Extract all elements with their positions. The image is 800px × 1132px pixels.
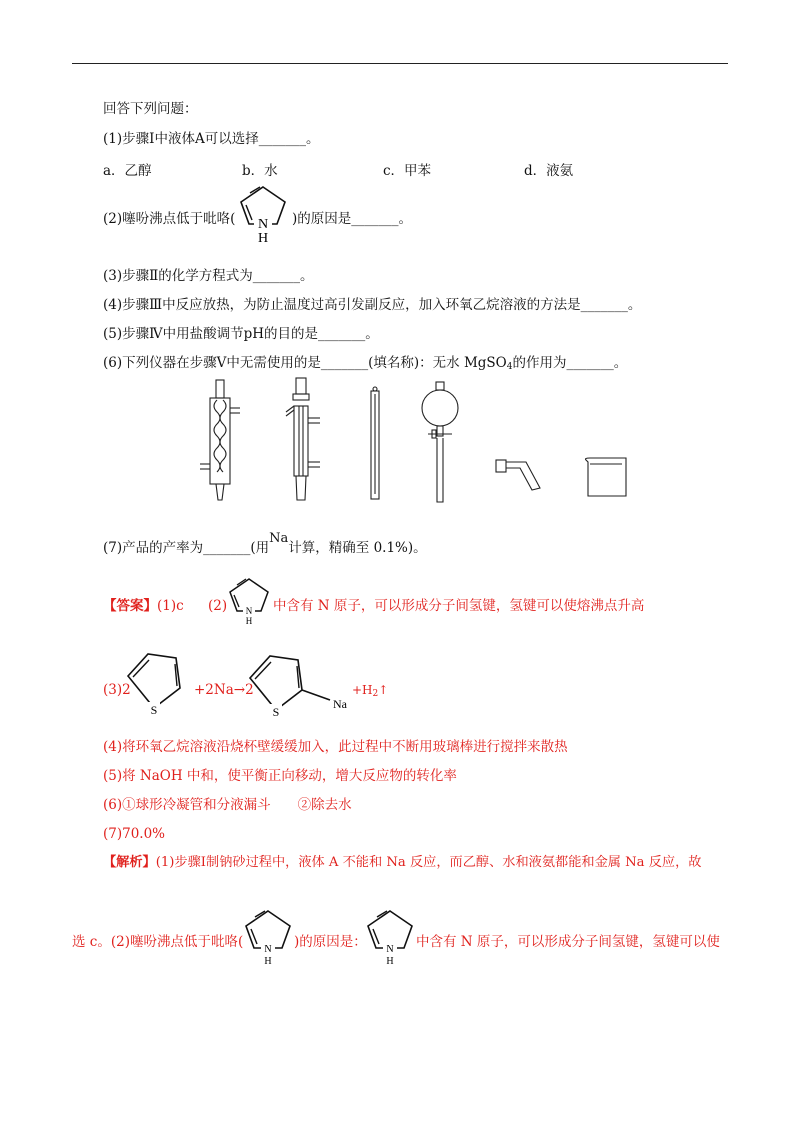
analysis-line-2a: 选 c。(2)噻吩沸点低于吡咯( [72, 934, 244, 950]
question-2-before: (2)噻吩沸点低于吡咯( [103, 211, 236, 227]
question-1: (1)步骤Ⅰ中液体A可以选择_______。 [103, 131, 320, 147]
answer-3-prefix: (3)2 [103, 682, 131, 698]
intro-text: 回答下列问题： [103, 101, 198, 117]
answer-7: (7)70.0% [103, 826, 166, 842]
question-2-after: )的原因是_______。 [292, 211, 413, 227]
bent-adapter-drawing [496, 460, 540, 490]
option-a: a．乙醇 [103, 163, 152, 179]
option-c: c．甲苯 [383, 163, 432, 179]
atom-na: Na [333, 697, 347, 711]
straight-condenser-drawing [286, 378, 320, 500]
answer-2-prefix: (2) [208, 598, 228, 614]
question-3: (3)步骤Ⅱ的化学方程式为_______。 [103, 268, 314, 284]
atom-s: S [272, 705, 280, 719]
analysis-line-1: 【解析】(1)步骤Ⅰ制钠砂过程中，液体 A 不能和 Na 反应，而乙醇、水和液氨都能和金属 Na 反应，故 [103, 855, 702, 870]
atom-h: H [245, 616, 253, 626]
answer-4: (4)将环氧乙烷溶液沿烧杯壁缓缓加入，此过程中不断用玻璃棒进行搅拌来散热 [103, 739, 568, 755]
analysis-line-2b: )的原因是： [294, 934, 367, 950]
answer-3-mid: +2Na→2 [194, 682, 254, 698]
analysis-pyrrole-structure-2 [362, 906, 418, 968]
pyrrole-structure [234, 182, 292, 244]
atom-h: H [386, 956, 394, 967]
analysis-line-2c: 中含有 N 原子，可以形成分子间氢键，氢键可以使 [416, 934, 720, 950]
answer-2-text: 中含有 N 原子，可以形成分子间氢键，氢键可以使熔沸点升高 [273, 598, 645, 614]
question-4: (4)步骤Ⅲ中反应放热，为防止温度过高引发副反应，加入环氧乙烷溶液的方法是_______。 [103, 297, 642, 313]
atom-n: N [264, 944, 272, 955]
bulb-condenser-drawing [200, 380, 240, 500]
atom-n: N [386, 944, 394, 955]
option-d: d．液氨 [524, 163, 574, 179]
question-6: (6)下列仪器在步骤Ⅴ中无需使用的是_______(填名称)：无水 MgSO$_4$的作用为_______。 [103, 355, 628, 372]
beaker-drawing [586, 458, 627, 496]
answer-line-1: 【答案】(1)c [103, 598, 184, 614]
thermometer-drawing [371, 387, 379, 499]
atom-h: H [264, 956, 272, 967]
atom-n: N [257, 217, 269, 232]
analysis-pyrrole-structure-1 [240, 906, 296, 968]
answer-6: (6)①球形冷凝管和分液漏斗 ②除去水 [103, 797, 352, 813]
thiophene-structure [120, 646, 196, 720]
separatory-funnel-drawing [422, 382, 458, 502]
answer-5: (5)将 NaOH 中和，使平衡正向移动，增大反应物的转化率 [103, 768, 457, 784]
sodium-thiophenide-structure [242, 648, 354, 722]
atom-h: H [257, 231, 269, 244]
answer-3-end: $+H_2↑$ [352, 683, 389, 699]
answer-pyrrole-structure [224, 574, 274, 628]
atom-n: N [245, 606, 253, 616]
option-b: b．水 [242, 163, 278, 179]
question-5: (5)步骤Ⅳ中用盐酸调节pH的目的是_______。 [103, 326, 379, 342]
apparatus-row [190, 376, 650, 506]
header-rule [72, 63, 728, 64]
atom-s: S [150, 703, 158, 717]
question-7: (7)产品的产率为_______(用Na计算，精确至 0.1%)。 [103, 531, 427, 556]
